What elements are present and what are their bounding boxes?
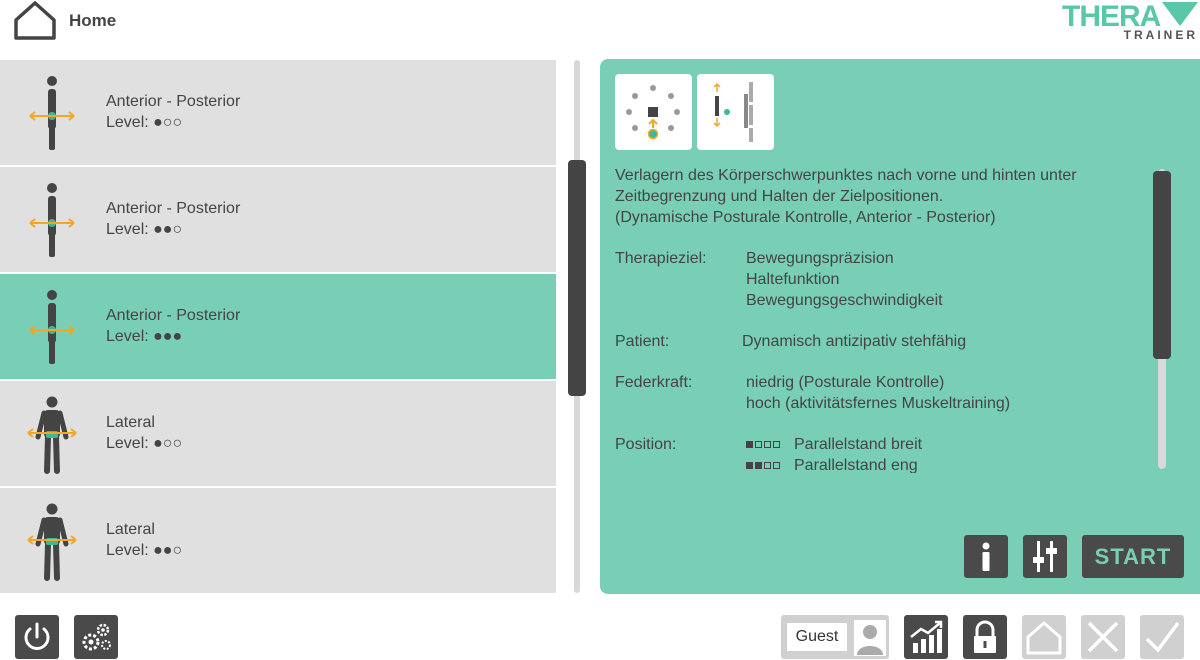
position-squares-icon — [746, 462, 782, 469]
user-button[interactable] — [781, 615, 889, 659]
position-option-label: Parallelstand eng — [794, 457, 918, 473]
home-icon — [1022, 615, 1066, 659]
info-button[interactable] — [964, 535, 1008, 578]
side-figure-icon — [22, 72, 82, 154]
cancel-button[interactable] — [1081, 615, 1125, 659]
federkraft-label: Federkraft: — [615, 374, 693, 391]
position-option-label: Parallelstand breit — [794, 436, 923, 453]
position-option — [746, 455, 1145, 473]
start-button[interactable]: START — [1082, 535, 1184, 578]
patient-label: Patient: — [615, 333, 670, 350]
description-line: Verlagern des Körperschwerpunktes nach vorne und hinten unter — [615, 167, 1077, 184]
user-icon — [853, 619, 887, 657]
statistics-button[interactable] — [904, 615, 948, 659]
posture-thumbnail[interactable] — [697, 74, 774, 150]
home-footer-button[interactable] — [1022, 615, 1066, 659]
patient-value: Dynamisch antizipativ stehfähig — [742, 333, 967, 350]
side-figure-icon — [22, 286, 82, 368]
lock-button[interactable] — [963, 615, 1007, 659]
description-line: (Dynamische Posturale Kontrolle, Anterior - Posterior) — [615, 209, 996, 226]
position-option — [746, 434, 1145, 455]
power-button[interactable] — [15, 615, 59, 659]
exercise-title: Anterior - Posterior — [106, 93, 241, 110]
federkraft-row — [615, 372, 1145, 414]
exercise-level: Level: ●○○ — [106, 435, 183, 452]
exercise-list-item[interactable] — [0, 488, 556, 593]
info-icon — [964, 535, 1008, 578]
exercise-title: Anterior - Posterior — [106, 200, 241, 217]
federkraft-value: niedrig (Posturale Kontrolle) — [746, 374, 945, 391]
logo-triangle-icon — [1162, 2, 1198, 28]
confirm-button[interactable] — [1140, 615, 1184, 659]
therapieziel-row — [615, 248, 1145, 311]
side-figure-icon — [22, 179, 82, 261]
power-icon — [15, 615, 59, 659]
detail-scrollbar-thumb[interactable] — [1153, 171, 1171, 359]
posture-bars-icon — [697, 74, 774, 150]
thera-trainer-logo — [1062, 0, 1198, 42]
exercise-level: Level: ●●● — [106, 328, 183, 345]
exercise-list-item[interactable] — [0, 167, 556, 272]
target-circle-thumbnail[interactable] — [615, 74, 692, 150]
target-circle-icon — [615, 74, 692, 150]
gears-icon — [74, 615, 118, 659]
list-scrollbar-thumb[interactable] — [568, 160, 586, 396]
logo-sub-text: TRAINER — [1123, 28, 1198, 42]
exercise-level: Level: ●○○ — [106, 114, 183, 131]
description-block — [615, 165, 1145, 228]
home-icon[interactable] — [12, 0, 58, 42]
description-line: Zeitbegrenzung und Halten der Zielpositionen. — [615, 188, 944, 205]
system-settings-button[interactable] — [74, 615, 118, 659]
position-row — [615, 434, 1145, 473]
exercise-level: Level: ●●○ — [106, 221, 183, 238]
exercise-level: Level: ●●○ — [106, 542, 183, 559]
position-squares-icon — [746, 441, 782, 448]
therapieziel-label: Therapieziel: — [615, 250, 707, 267]
sliders-icon — [1023, 535, 1067, 578]
therapieziel-value: Bewegungspräzision — [746, 250, 894, 267]
exercise-title: Lateral — [106, 521, 155, 538]
logo-main-text: THERA — [1062, 0, 1161, 33]
lock-icon — [963, 615, 1007, 659]
adjust-settings-button[interactable] — [1023, 535, 1067, 578]
exercise-description — [615, 165, 1145, 473]
exercise-list-item-selected[interactable] — [0, 274, 556, 379]
guest-label: Guest — [787, 623, 847, 651]
federkraft-value: hoch (aktivitätsfernes Muskeltraining) — [746, 395, 1011, 412]
close-icon — [1081, 615, 1125, 659]
checkmark-icon — [1140, 615, 1184, 659]
exercise-list-item[interactable] — [0, 60, 556, 165]
position-label: Position: — [615, 436, 677, 453]
exercise-title: Anterior - Posterior — [106, 307, 241, 324]
exercise-list — [0, 60, 556, 593]
exercise-list-item[interactable] — [0, 381, 556, 486]
page-title: Home — [69, 11, 117, 30]
front-figure-icon — [22, 500, 82, 582]
header — [0, 0, 1200, 44]
therapieziel-value: Haltefunktion — [746, 271, 840, 288]
therapieziel-value: Bewegungsgeschwindigkeit — [746, 292, 943, 309]
front-figure-icon — [22, 393, 82, 475]
chart-icon — [904, 615, 948, 659]
patient-row — [615, 331, 1145, 352]
exercise-detail-panel — [600, 59, 1200, 594]
exercise-title: Lateral — [106, 414, 155, 431]
